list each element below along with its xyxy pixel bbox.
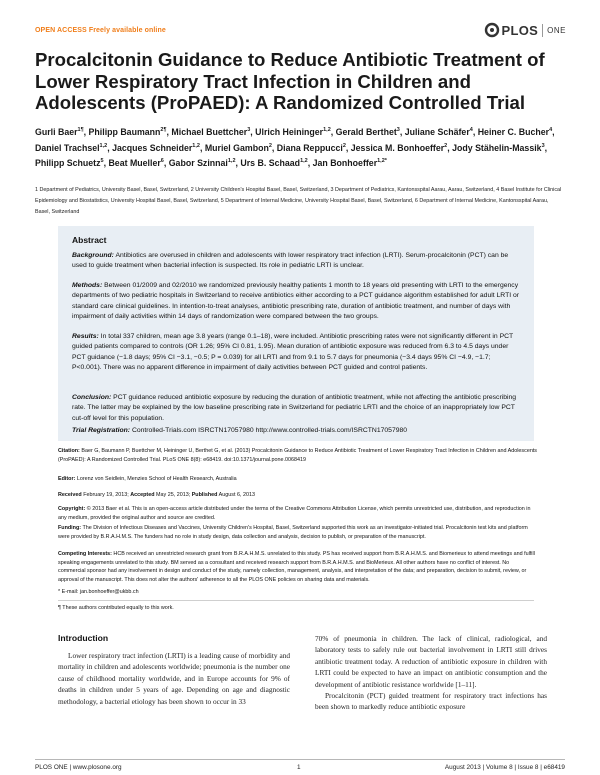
intro-paragraph-3: Procalcitonin (PCT) guided treatment for respiratory tract infections has been shown to markedly reduce antibiotic exposure [315,691,547,712]
footer-issue: August 2013 | Volume 8 | Issue 8 | e68419 [444,764,565,771]
right-column [315,633,547,713]
conclusion-label: Conclusion: [72,394,112,401]
accepted-date: May 25, 2013; [156,492,191,498]
methods-label: Methods: [72,282,103,289]
copyright-text: © 2013 Baer et al. This is an open-access article distributed under the terms of the Creative Commons Attribution License, which permits unrestricted use, distribution, and reproduction in any medium, provided the original author and source are credited. [58,506,531,521]
editor-label: Editor: [58,476,76,482]
logo-divider [542,24,543,37]
affiliations: 1 Department of Pediatrics, University Basel, Basel, Switzerland, 2 University Children's Hospital Basel, Basel, Switzerland, 3 Department of Pediatrics, Kantonsspital Aarau, Aarau, Switzerland, 4 Basel Institute for Clinical Epidemiology and Biostatistics, University Hospital Basel, Basel, Switzerland, 5 Department of Internal Medicine, University Hospital Basel, Basel, Switzerland, 6 Department of Internal Medicine, Kantonsspital Aarau, Basel, Switzerland [35,187,562,215]
methods-text: Between 01/2009 and 02/2010 we randomized previously healthy patients 1 month to 18 years old presenting with LRTI to the emergency departments of two pediatric hospitals in Switzerland to receive antibiotics either according to a PCT guidance algorithm established for adult LRTI or standard care clinical guidelines. In intention-to-treat analyses, antibiotic prescribing rate, duration of antibiotic treatment, and number of days with impairment of daily activities within 14 days of randomization were compared between the two groups. [72,282,520,320]
abstract-heading: Abstract [72,235,107,245]
conclusion-text: PCT guidance reduced antibiotic exposure by reducing the duration of antibiotic treatment, while not affecting the antibiotic prescribing rate. The latter may be explained by the low baseline prescribing rate in Switzerland for pediatric LRTI and the choice of an inappropriately low PCT cut-off level for this population. [72,394,517,422]
abstract-conclusion [72,393,520,424]
logo-suffix: ONE [547,25,566,35]
citation-label: Citation: [58,448,80,454]
funding [58,524,538,541]
competing-label: Competing Interests: [58,551,112,557]
open-access-banner [35,27,166,34]
plos-one-logo [484,20,566,40]
competing-interests [58,550,538,584]
corresponding-email: * E-mail: jan.bonhoeffer@ukbb.ch [58,589,139,595]
logo-text: PLOS [501,22,539,38]
left-column [58,650,290,707]
open-access-label: OPEN ACCESS Freely available online [35,27,166,34]
equal-contribution-note: ¶ These authors contributed equally to this work. [58,605,174,611]
footer-rule [35,759,565,760]
published-label: Published [191,492,218,498]
background-label: Background: [72,252,114,259]
intro-paragraph-1: Lower respiratory tract infection (LRTI) is a leading cause of morbidity and mortality in children and adolescents worldwide; pneumonia is the number one cause of childhood mortality worldwide, and in Europe accounts for 9% of deaths in children under 5 years of age. Depending on age and diagnostic methodology, a bacterial etiology has been shown to occur in 33 [58,651,290,706]
editor-text: Lorenz von Seidlein, Menzies School of Health Research, Australia [76,476,237,482]
abstract-background [72,251,520,272]
footer-page-number: 1 [297,764,301,771]
copyright [58,505,538,522]
author-list: Gurli Baer$^{1\P}$, Philipp Baumann$^{2\P}$, Michael Buettcher$^3$, Ulrich Heininger$^{1,2}$, Gerald Berthet$^3$, Juliane Schäfer$^4$, Heiner C. Bucher$^4$, Daniel Trachsel$^{1,2}$, Jacques Schneider$^{1,2}$, Muriel Gambon$^2$, Diana Reppucci$^2$, Jessica M. Bonhoeffer$^2$, Jody Stähelin-Massik$^3$, Philipp Schuetz$^5$, Beat Mueller$^6$, Gabor Szinnai$^{1,2}$, Urs B. Schaad$^{1,2}$, Jan Bonhoeffer$^{1,2*}$ [35,127,555,169]
introduction-heading: Introduction [58,633,109,643]
results-text: In total 337 children, mean age 3.8 years (range 0.1–18), were included. Antibiotic prescribing rates were not significantly different in PCT guided patients compared to controls (OR 1.26; 95% CI 0.81, 1.95). Mean duration of antibiotic exposure was reduced from 6.3 to 4.5 days under PCT guidance (−1.8 days; 95% CI −3.1, −0.5; P = 0.039) for all LRTI and from 9.1 to 5.7 days for pneumonia (−3.4 days 95% CI −4.9, −1.7; P<0.001). There was no apparent difference in impairment of daily activities between PCT guided and control patients. [72,333,514,371]
received-label: Received [58,492,82,498]
results-label: Results: [72,333,99,340]
citation [58,447,538,464]
accepted-label: Accepted [130,492,155,498]
abstract-box [58,226,534,441]
divider [58,600,534,601]
abstract-results [72,332,520,373]
abstract-methods [72,281,520,322]
citation-text: Baer G, Baumann P, Buettcher M, Heininger U, Berthet G, et al. (2013) Procalcitonin Guidance to Reduce Antibiotic Treatment of Lower Respiratory Tract Infection in Children and Adolescents (ProPAED): A Randomized Controlled Trial. PLoS ONE 8(8): e68419. doi:10.1371/journal.pone.0068419 [58,448,538,463]
background-text: Antibiotics are overused in children and adolescents with lower respiratory tract infection (LRTI). Serum-procalcitonin (PCT) can be used to guide treatment when bacterial infection is suspected. Its role in pediatric LRTI is unclear. [72,252,509,270]
editor [58,475,538,484]
received-date: February 19, 2013; [83,492,129,498]
trial-text: Controlled-Trials.com ISRCTN17057980 http://www.controlled-trials.com/ISRCTN17057980 [131,427,408,434]
copyright-label: Copyright: [58,506,86,512]
footer-journal: PLOS ONE | www.plosone.org [35,764,122,771]
funding-label: Funding: [58,525,82,531]
article-title: Procalcitonin Guidance to Reduce Antibiotic Treatment of Lower Respiratory Tract Infection in Children and Adolescents (ProPAED): A Randomized Controlled Trial [35,49,545,113]
dates [58,491,538,500]
competing-text: HCB received an unrestricted research grant from B.R.A.H.M.S. unrelated to this study. PS has received support from B.R.A.H.M.S. and Biomerieux to attend meetings and fulfill speaking engagements unrelated to this study. BM served as a consultant and received research support from B.R.A.H.M.S. and BioMerieux. All other authors have no conflict of interest. No commercial sponsor had any involvement in design and conduct of the study, namely collection, management, analysis, and interpretation of the data; and preparation, decision to submit, review, or approval of the manuscript. This does not alter the authors' adherence to all the PLOS ONE policies on sharing data and materials. [58,551,535,583]
intro-paragraph-2: 70% of pneumonia in children. The lack of clinical, radiological, and laboratory tests to safely rule out bacterial involvement in LRTI still drives antibiotic treatment today. A reduction of antibiotic exposure in children with LRTI could be expected to have an impact on antibiotic consumption and the development of antibiotic resistance worldwide [1–11]. [315,634,547,689]
plos-logo-icon [484,22,500,38]
published-date: August 6, 2013 [218,492,255,498]
funding-text: The Division of Infectious Diseases and Vaccines, University Children's Hospital, Basel, Switzerland supported this work as an investigator-initiated trial. Procalcitonin test kits and platform were provided by B.R.A.H.M.S. The funders had no role in study design, data collection and analysis, decision to publish, or preparation of the manuscript. [58,525,528,540]
trial-label: Trial Registration: [72,427,131,434]
abstract-trial-registration [72,426,520,436]
